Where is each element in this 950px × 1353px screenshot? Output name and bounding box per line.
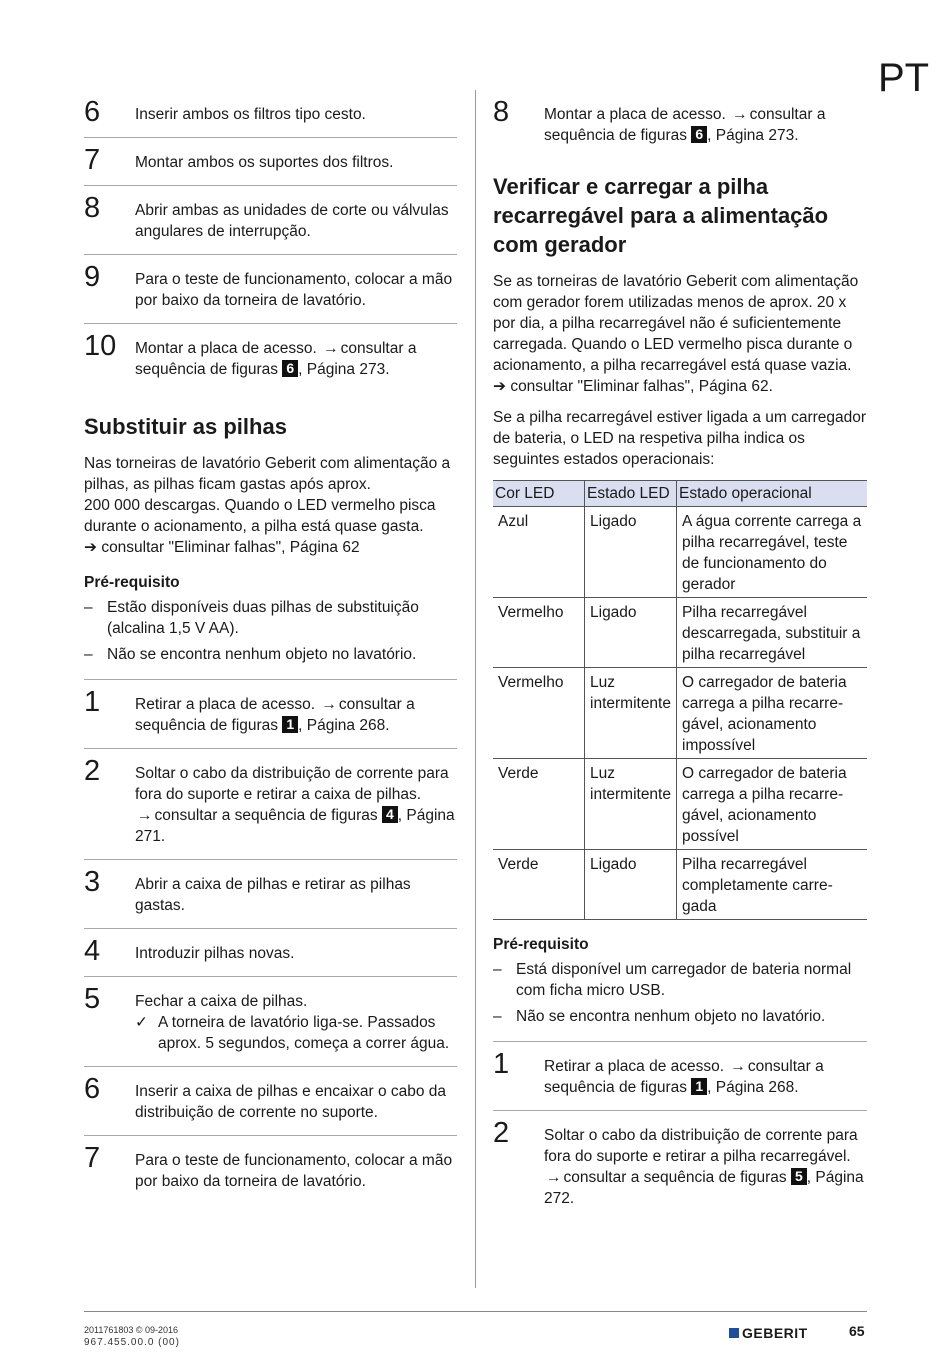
cross-reference-link[interactable]: consultar a sequência de figuras xyxy=(563,1169,787,1186)
led-status-table xyxy=(493,480,867,920)
figure-badge: 6 xyxy=(282,360,298,377)
step-number: 3 xyxy=(84,866,101,898)
prerequisite-text: Está disponível um carregador de bateria normal com ficha micro USB. xyxy=(516,961,852,999)
troubleshooting-link[interactable]: consultar "Eliminar falhas", Página 62. xyxy=(510,378,773,395)
rechargeable-paragraph-1 xyxy=(493,271,867,397)
figure-badge: 1 xyxy=(691,1078,707,1095)
step-text: Inserir ambos os filtros tipo cesto. xyxy=(135,106,366,123)
cross-reference-link[interactable]: consultar a sequência de figuras xyxy=(544,1058,824,1096)
step-text: Para o teste de funcionamento, colocar a mão por baixo da torneira de lavatório. xyxy=(135,271,453,309)
table-cell: Pilha recarregável descarregada, substituir a pilha recarregável xyxy=(677,598,868,668)
language-tag: PT xyxy=(878,56,930,100)
checkmark-icon: ✓ xyxy=(135,1014,148,1031)
figure-badge: 1 xyxy=(282,716,298,733)
column-divider xyxy=(475,90,476,1288)
table-cell: Verde xyxy=(493,850,585,920)
step-3 xyxy=(84,859,457,928)
arrow-icon: → xyxy=(546,1169,562,1186)
table-header-row xyxy=(493,481,867,507)
intro-line-1: Nas torneiras de lavatório Geberit com alimentação a pilhas, as pilhas ficam gastas após aprox. xyxy=(84,455,451,493)
table-cell: Pilha recarregável completamente carre-gada xyxy=(677,850,868,920)
cross-reference-link[interactable]: consultar a sequência de figuras xyxy=(154,807,378,824)
table-cell: A água corrente carrega a pilha recarregável, teste de funcionamento do gerador xyxy=(677,507,868,598)
step-number: 1 xyxy=(84,686,101,718)
left-column xyxy=(84,90,457,1204)
step-text: Abrir ambas as unidades de corte ou válvulas angulares de interrupção. xyxy=(135,202,449,240)
step-1-right xyxy=(493,1041,867,1110)
prerequisite-item xyxy=(84,644,457,665)
step-text: Retirar a placa de acesso. xyxy=(135,696,316,713)
step-8-right xyxy=(493,90,867,158)
table-cell: Vermelho xyxy=(493,668,585,759)
table-cell: Luz intermitente xyxy=(585,668,677,759)
rechargeable-paragraph-2: Se a pilha recarregável estiver ligada a um carregador de bateria, o LED na respetiva pilha indica os seguintes estados operacionais: xyxy=(493,409,867,468)
figure-badge: 4 xyxy=(382,806,398,823)
page-reference: , Página 268. xyxy=(707,1079,799,1096)
arrow-icon: ➔ xyxy=(84,539,97,556)
table-cell: Luz intermitente xyxy=(585,759,677,850)
step-number: 10 xyxy=(84,330,117,362)
dash-icon: – xyxy=(84,646,93,663)
logo-square-icon xyxy=(729,1328,739,1338)
intro-paragraph xyxy=(84,453,457,558)
step-number: 1 xyxy=(493,1048,510,1080)
table-cell: Ligado xyxy=(585,598,677,668)
step-text: Montar a placa de acesso. xyxy=(135,340,317,357)
section-title-batteries: Substituir as pilhas xyxy=(84,414,287,439)
table-cell: Azul xyxy=(493,507,585,598)
step-text: Soltar o cabo da distribuição de corrente para fora do suporte e retirar a pilha recarregável. xyxy=(544,1127,858,1165)
step-text: Soltar o cabo da distribuição de corrente para fora do suporte e retirar a caixa de pilhas. xyxy=(135,765,449,803)
right-column xyxy=(493,90,867,1221)
prerequisite-item xyxy=(84,597,457,639)
step-4 xyxy=(84,928,457,976)
step-5 xyxy=(84,976,457,1066)
result-text: A torneira de lavatório liga-se. Passados aprox. 5 segundos, começa a correr água. xyxy=(158,1014,450,1052)
step-7 xyxy=(84,1135,457,1204)
intro-line-2: 200 000 descargas. Quando o LED vermelho pisca durante o acionamento, a pilha está quase gasta. xyxy=(84,497,436,535)
step-2-right xyxy=(493,1110,867,1221)
table-cell: Vermelho xyxy=(493,598,585,668)
page-reference: , Página 268. xyxy=(298,717,390,734)
table-row xyxy=(493,850,867,920)
prerequisite-text: Não se encontra nenhum objeto no lavatório. xyxy=(107,646,417,663)
footer-divider xyxy=(84,1311,867,1312)
arrow-icon: → xyxy=(732,106,748,123)
document-code: 967.455.00.0 (00) xyxy=(84,1337,180,1348)
cross-reference-link[interactable]: consultar a sequência de figuras xyxy=(544,106,826,144)
step-1 xyxy=(84,679,457,748)
step-number: 6 xyxy=(84,1073,101,1105)
document-id: 2011761803 © 09-2016 xyxy=(84,1325,179,1335)
prerequisite-text: Estão disponíveis duas pilhas de substituição (alcalina 1,5 V AA). xyxy=(107,599,419,637)
prerequisite-text: Não se encontra nenhum objeto no lavatório. xyxy=(516,1008,826,1025)
step-number: 6 xyxy=(84,96,101,128)
prerequisite-heading: Pré-requisito xyxy=(84,574,180,591)
step-number: 7 xyxy=(84,144,101,176)
table-row xyxy=(493,598,867,668)
table-cell: O carregador de bateria carrega a pilha recarre-gável, acionamento impossível xyxy=(677,668,868,759)
step-6-top xyxy=(84,90,457,137)
dash-icon: – xyxy=(493,961,502,978)
step-text: Fechar a caixa de pilhas. xyxy=(135,993,308,1010)
arrow-icon: → xyxy=(323,340,339,357)
cross-reference-link[interactable]: consultar a sequência de figuras xyxy=(135,696,415,734)
geberit-logo xyxy=(729,1325,808,1341)
step-result xyxy=(135,1012,457,1054)
paragraph-text: Se as torneiras de lavatório Geberit com alimentação com gerador forem utilizadas menos de aprox. 20 x por dia, a pilha recarregável não é suficientemente carregada. Quando o LED vermelho pisca durante o acionamento, a pilha recarregável está quase vazia. xyxy=(493,273,859,374)
logo-text: GEBERIT xyxy=(742,1325,808,1341)
figure-badge: 5 xyxy=(791,1168,807,1185)
step-text: Para o teste de funcionamento, colocar a mão por baixo da torneira de lavatório. xyxy=(135,1152,453,1190)
step-number: 2 xyxy=(493,1117,510,1149)
table-cell: Verde xyxy=(493,759,585,850)
page-reference: , Página 272. xyxy=(544,1169,864,1207)
step-number: 5 xyxy=(84,983,101,1015)
step-10-top xyxy=(84,323,457,392)
step-2 xyxy=(84,748,457,859)
step-text: Inserir a caixa de pilhas e encaixar o cabo da distribuição de corrente no suporte. xyxy=(135,1083,447,1121)
prerequisite-item xyxy=(493,959,867,1001)
dash-icon: – xyxy=(84,599,93,616)
page-number: 65 xyxy=(849,1323,865,1339)
page-reference: , Página 273. xyxy=(707,127,799,144)
table-cell: O carregador de bateria carrega a pilha recarre-gável, acionamento possível xyxy=(677,759,868,850)
step-text: Montar ambos os suportes dos filtros. xyxy=(135,154,394,171)
step-number: 8 xyxy=(493,96,510,128)
table-row xyxy=(493,759,867,850)
step-text: Retirar a placa de acesso. xyxy=(544,1058,725,1075)
step-number: 9 xyxy=(84,261,101,293)
dash-icon: – xyxy=(493,1008,502,1025)
figure-badge: 6 xyxy=(691,126,707,143)
arrow-icon: → xyxy=(730,1058,746,1075)
table-header: Estado operacional xyxy=(677,481,868,507)
troubleshooting-link[interactable]: consultar "Eliminar falhas", Página 62 xyxy=(101,539,360,556)
step-number: 8 xyxy=(84,192,101,224)
step-number: 7 xyxy=(84,1142,101,1174)
step-number: 4 xyxy=(84,935,101,967)
section-title-rechargeable: Verificar e carregar a pilha recarregável para a alimentação com gerador xyxy=(493,174,829,257)
page-reference: , Página 271. xyxy=(135,807,455,845)
step-text: Introduzir pilhas novas. xyxy=(135,945,295,962)
table-row xyxy=(493,668,867,759)
table-header: Cor LED xyxy=(493,481,585,507)
arrow-icon: → xyxy=(321,696,337,713)
table-cell: Ligado xyxy=(585,507,677,598)
table-cell: Ligado xyxy=(585,850,677,920)
arrow-icon: → xyxy=(137,807,153,824)
page-reference: , Página 273. xyxy=(298,361,390,378)
step-6 xyxy=(84,1066,457,1135)
table-header: Estado LED xyxy=(585,481,677,507)
arrow-icon: ➔ xyxy=(493,378,506,395)
step-number: 2 xyxy=(84,755,101,787)
step-8-top xyxy=(84,185,457,254)
table-row xyxy=(493,507,867,598)
step-7-top xyxy=(84,137,457,185)
prerequisite-heading: Pré-requisito xyxy=(493,936,589,953)
prerequisite-item xyxy=(493,1006,867,1027)
step-text: Abrir a caixa de pilhas e retirar as pilhas gastas. xyxy=(135,876,411,914)
cross-reference-link[interactable]: consultar a sequência de figuras xyxy=(135,340,417,378)
step-9-top xyxy=(84,254,457,323)
step-text: Montar a placa de acesso. xyxy=(544,106,726,123)
